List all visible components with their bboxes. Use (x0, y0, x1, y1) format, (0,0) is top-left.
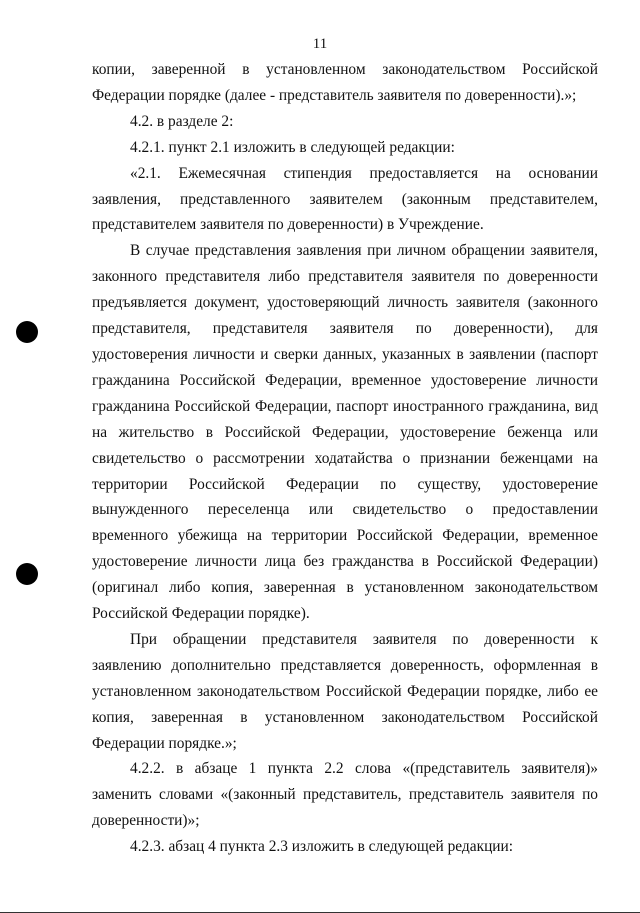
paragraph-clause-2-1: «2.1. Ежемесячная стипендия предоставляется на основании заявления, представленного заявителем (законным представителем, представителем заявителя по доверенности) в Учреждение. (92, 164, 598, 234)
punch-hole-icon (16, 563, 38, 585)
paragraph-section-4-2-1: 4.2.1. пункт 2.1 изложить в следующей редакции: (130, 138, 455, 156)
paragraph-section-4-2-3: 4.2.3. абзац 4 пункта 2.3 изложить в следующей редакции: (130, 838, 514, 856)
paragraph-identity-documents: В случае представления заявления при личном обращении заявителя, законного представителя либо представителя заявителя по доверенности предъявляется документ, удостоверяющий личность заявителя (законного представителя, представителя заявителя по доверенности), для удостоверения личности и сверки данных, указанных в заявлении (паспорт гражданина Российской Федерации, временное удостоверение личности гражданина Российской Федерации, паспорт иностранного гражданина, вид на жительство в Российской Федерации, удостоверение беженца или свидетельство о рассмотрении ходатайства о признании беженцами на территории Российской Федерации по существу, удостоверение вынужденного переселенца или свидетельство о предоставлении временного убежища на территории Российской Федерации, временное удостоверение личности лица без гражданства в Российской Федерации) (оригинал либо копия, заверенная в установленном законодательством Российской Федерации порядке). (92, 242, 598, 623)
paragraph-section-4-2-2: 4.2.2. в абзаце 1 пункта 2.2 слова «(представитель заявителя)» заменить словами «(законный представитель, представитель заявителя по доверенности)»; (92, 760, 598, 830)
paragraph-section-4-2: 4.2. в разделе 2: (130, 112, 234, 130)
paragraph-continuation: копии, заверенной в установленном законодательством Российской Федерации порядке (далее - представитель заявителя по доверенности).»; (92, 61, 598, 104)
paragraph-power-of-attorney: При обращении представителя заявителя по доверенности к заявлению дополнительно представляется доверенность, оформленная в установленном законодательством Российской Федерации порядке, либо ее копия, заверенная в установленном законодательством Российской Федерации порядке.»; (92, 630, 598, 752)
punch-hole-icon (16, 321, 38, 343)
page-number: 11 (312, 36, 328, 52)
document-body (92, 57, 598, 860)
